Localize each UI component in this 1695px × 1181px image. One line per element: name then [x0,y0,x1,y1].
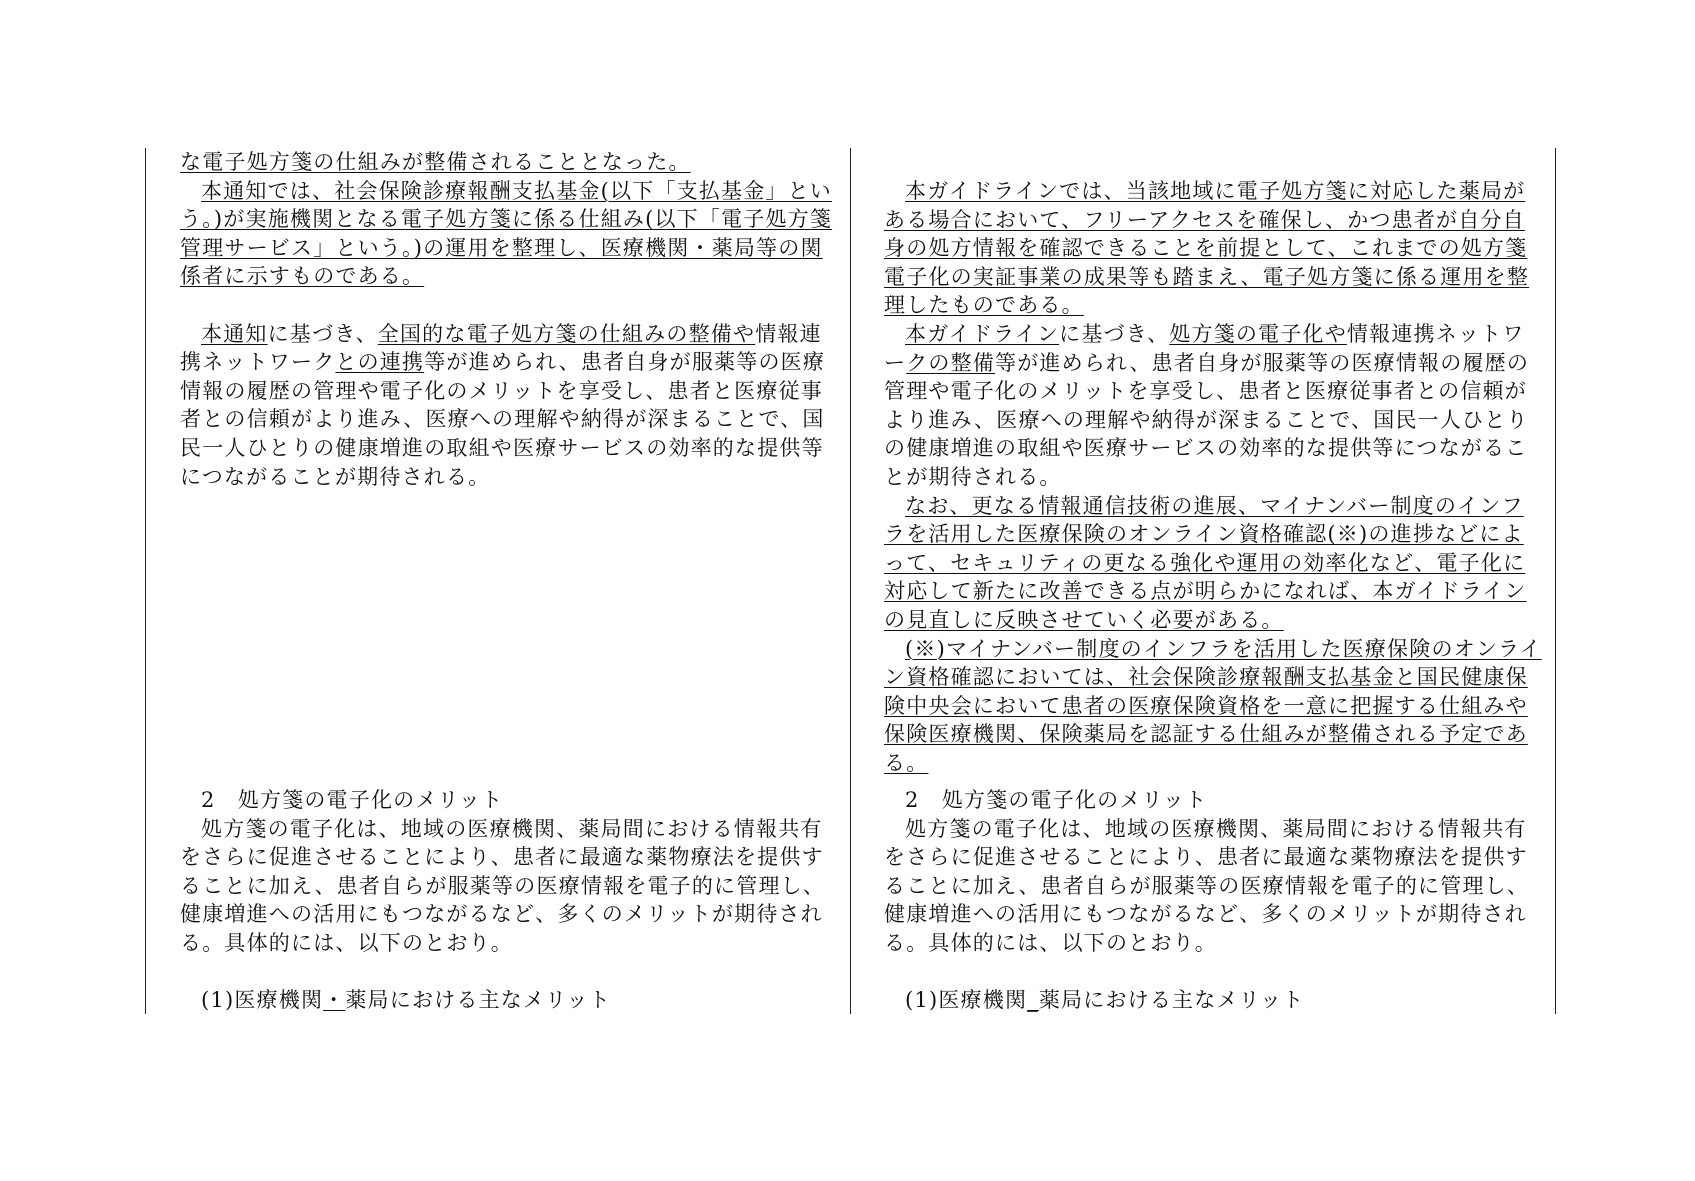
left-paragraph-2: 本通知では、社会保険診療報酬支払基金(以下「支払基金」という。)が実施機関となる電子処方箋に係る仕組み(以下「電子処方箋管理サービス」という。)の運用を整理し、医療機関・薬局等の関係者に示すものである。 [180,178,833,289]
left-paragraph-3: 本通知に基づき、全国的な電子処方箋の仕組みの整備や情報連携ネットワークとの連携等が進められ、患者自身が服薬等の医療情報の履歴の管理や電子化のメリットを享受し、患者と医療従事者との信頼がより進み、医療への理解や納得が深まることで、国民一人ひとりの健康増進の取組や医療サービスの効率的な提供等につながることが期待される。 [180,321,826,489]
right-paragraph-5: 処方箋の電子化は、地域の医療機関、薬局間における情報共有をさらに促進させることにより、患者に最適な薬物療法を提供することに加え、患者自らが服薬等の医療情報を電子的に管理し、健康増進への活用にもつながるなど、多くのメリットが期待される。具体的には、以下のとおり。 [884,816,1530,955]
right-paragraph-2: 本ガイドラインに基づき、処方箋の電子化や情報連携ネットワークの整備等が進められ、患者自身が服薬等の医療情報の履歴の管理や電子化のメリットを享受し、患者と医療従事者との信頼がより進み、医療への理解や納得が深まることで、国民一人ひとりの健康増進の取組や医療サービスの効率的な提供等につながることが期待される。 [884,321,1530,489]
right-border-line [1555,148,1556,1014]
right-paragraph-1: 本ガイドラインでは、当該地域に電子処方箋に対応した薬局がある場合において、フリーアクセスを確保し、かつ患者が自分自身の処方情報を確認できることを前提として、これまでの処方箋電子化の実証事業の成果等も踏まえ、電子処方箋に係る運用を整理したものである。 [884,179,1530,318]
right-section-2 [884,786,1544,1015]
left-border-line [145,148,146,1014]
center-divider-line [850,148,851,1014]
right-section-heading: 2 処方箋の電子化のメリット [905,788,1208,812]
right-paragraph-3: なお、更なる情報通信技術の進展、マイナンバー制度のインフラを活用した医療保険のオンライン資格確認(※)の進捗などによって、セキュリティの更なる強化や運用の効率化など、電子化に対応して新たに改善できる点が明らかになれば、本ガイドラインの見直しに反映させていく必要がある。 [884,493,1527,632]
right-column [884,177,1544,777]
left-section-heading: 2 処方箋の電子化のメリット [201,788,504,812]
left-paragraph-4: 処方箋の電子化は、地域の医療機関、薬局間における情報共有をさらに促進させることにより、患者に最適な薬物療法を提供することに加え、患者自らが服薬等の医療情報を電子的に管理し、健康増進への活用にもつながるなど、多くのメリットが期待される。具体的には、以下のとおり。 [180,816,826,955]
left-subheading: (1)医療機関・薬局における主なメリット [201,988,611,1013]
left-section-2 [180,786,840,1015]
right-subheading: (1)医療機関_薬局における主なメリット [905,988,1305,1013]
right-paragraph-4-note: (※)マイナンバー制度のインフラを活用した医療保険のオンライン資格確認においては、社会保険診療報酬支払基金と国民健康保険中央会において患者の医療保険資格を一意に把握する仕組みや保険医療機関、保険薬局を認証する仕組みが整備される予定である。 [884,636,1542,775]
left-paragraph-1: な電子処方箋の仕組みが整備されることとなった。 [180,150,691,174]
left-column [180,148,840,491]
